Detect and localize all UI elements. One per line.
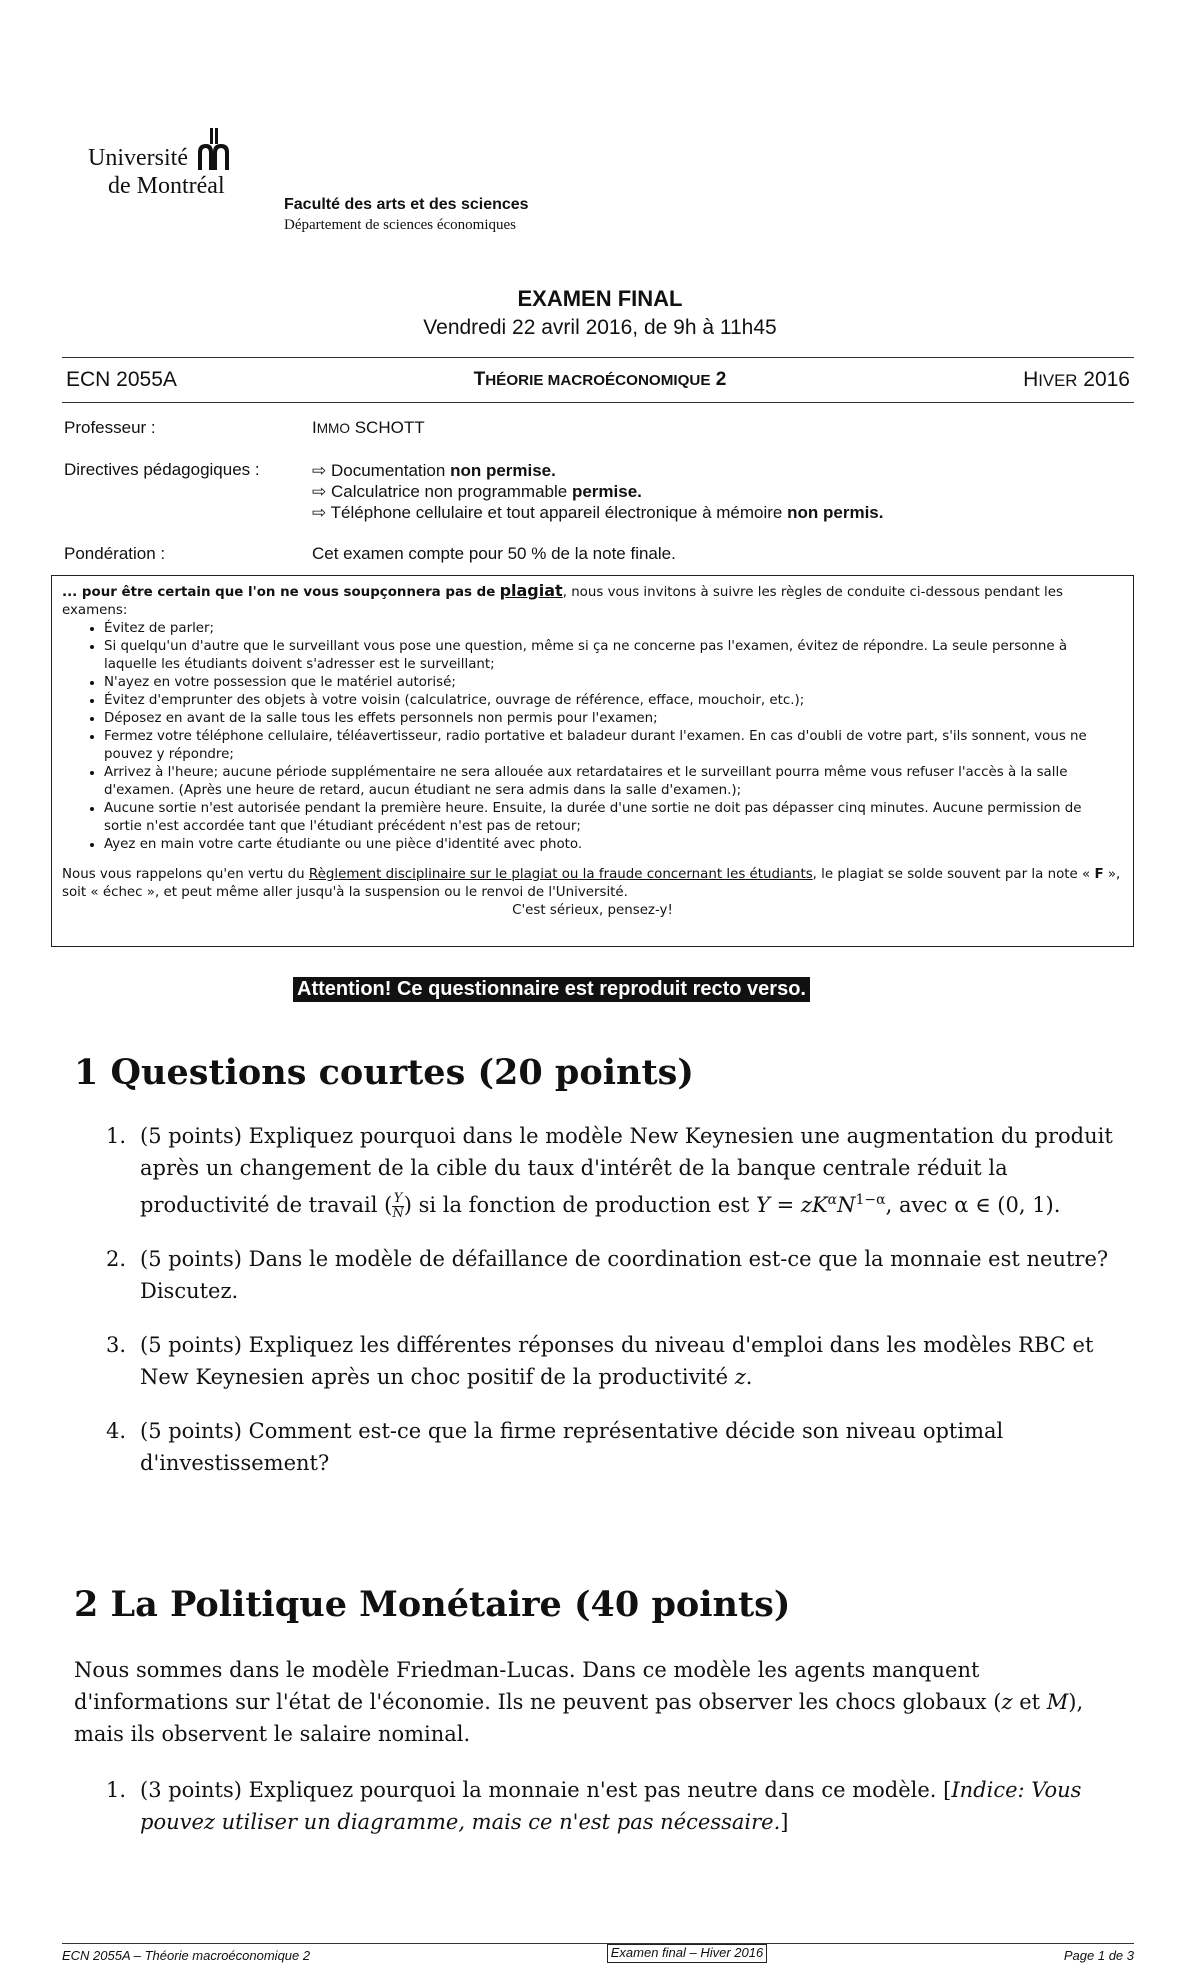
section-1-title: 1 Questions courtes (20 points) [74, 1052, 694, 1093]
course-code: ECN 2055A [66, 368, 177, 391]
question-text [140, 1120, 1116, 1221]
question-1-2 [106, 1243, 1116, 1307]
section-2-title: 2 La Politique Monétaire (40 points) [74, 1584, 791, 1625]
rule-item: • Aucune sortie n'est autorisée pendant la première heure. Ensuite, la durée d'une sortie ne doit pas dépasser cinq minutes. Aucune permission de sortie n'est accordée tant que l'étudiant précédent n'est pas de retour; [104, 800, 1123, 836]
question-1-3 [106, 1329, 1116, 1393]
ponderation-value: Cet examen compte pour 50 % de la note finale. [312, 544, 676, 563]
section-1-questions [106, 1120, 1116, 1501]
s2-q1-hint: Indice: Vous pouvez utiliser un diagramme, mais ce n'est pas nécessaire. [140, 1778, 1082, 1834]
directive-item [312, 481, 883, 502]
question-number: 1. [106, 1778, 127, 1802]
faculty-block [284, 196, 529, 234]
footer-course: ECN 2055A – Théorie macroéconomique 2 [62, 1948, 311, 1963]
ponderation-row [64, 544, 883, 564]
s2-q1-text-a: (3 points) Expliquez pourquoi la monnaie n'est pas neutre dans ce modèle. [ [140, 1778, 952, 1802]
professor-label: Professeur : [64, 418, 156, 437]
question-text [140, 1329, 1116, 1393]
directive-text: Téléphone cellulaire et tout appareil électronique à mémoire [330, 503, 783, 522]
rules-foot-pre: Nous vous rappelons qu'en vertu du [62, 867, 305, 882]
exam-info [64, 418, 883, 564]
rules-intro-bold: ... pour être certain que l'on ne vous soupçonnera pas de [62, 585, 496, 600]
exam-title: EXAMEN FINAL [517, 286, 683, 311]
professor-row [64, 418, 883, 460]
directive-text: Documentation [330, 461, 446, 480]
regulation-link[interactable]: Règlement disciplinaire sur le plagiat ou la fraude concernant les étudiants [308, 867, 813, 882]
prof-last-name: SCHOTT [354, 418, 425, 437]
directive-bold: non permis. [787, 503, 884, 522]
footer-exam: Examen final – Hiver 2016 [607, 1944, 767, 1963]
question-number: 1. [106, 1124, 127, 1148]
rule-item: • Si quelqu'un d'autre que le surveillant vous pose une question, même si ça ne concerne pas l'examen, évitez de répondre. La seule personne à laquelle les étudiants doivent s'adresser est le surveillant; [104, 638, 1123, 674]
course-name-initial: T [473, 369, 486, 390]
plagiat-word: plagiat [499, 581, 563, 600]
question-text: (5 points) Dans le modèle de défaillance de coordination est-ce que la monnaie est neutre? Discutez. [140, 1247, 1109, 1303]
directives-label: Directives pédagogiques : [64, 460, 260, 479]
s2-q1-text-b: ] [780, 1810, 789, 1834]
page-footer [62, 1943, 1134, 1963]
question-number: 2. [106, 1247, 127, 1271]
rule-item: • Évitez d'emprunter des objets à votre voisin (calculatrice, ouvrage de référence, efface, mouchoir, etc.); [104, 692, 1123, 710]
rules-intro [62, 582, 1123, 620]
course-name-number: 2 [715, 369, 727, 390]
q3-text-b: . [745, 1365, 753, 1389]
arrow-right-icon: ⇨ [312, 482, 327, 501]
rules-foot-mid: , le plagiat se solde souvent par la note « [812, 867, 1095, 882]
rules-intro-rest: , nous vous invitons à suivre les règles de conduite ci-dessous pendant les examens: [62, 585, 1063, 618]
footer-page-number: Page 1 de 3 [1063, 1948, 1134, 1963]
arrow-right-icon: ⇨ [312, 461, 327, 480]
var-z: z [1001, 1690, 1013, 1714]
production-function: Y = zK [756, 1193, 828, 1217]
q1-text-a: (5 points) Expliquez pourquoi dans le modèle New Keynesien une augmentation du produit après un changement de la cible du taux d'intérêt de la banque centrale réduit la productivité de travail ( [140, 1124, 1113, 1217]
rule-item: • Arrivez à l'heure; aucune période supplémentaire ne sera allouée aux retardataires et le surveillant pourra même vous refuser l'accès à la salle d'examen. (Après une heure de retard, aucun étudiant ne sera admis dans la salle d'examen.); [104, 764, 1123, 800]
course-term [1023, 368, 1134, 392]
rule-item: • Déposez en avant de la salle tous les effets personnels non permis pour l'examen; [104, 710, 1123, 728]
fraction-numerator: Y [393, 1191, 403, 1206]
s2-intro-a: Nous sommes dans le modèle Friedman-Lucas. Dans ce modèle les agents manquent d'informations sur l'état de l'économie. Ils ne peuvent pas observer les chocs globaux ( [74, 1658, 1002, 1714]
university-logo [88, 128, 232, 200]
attention-banner: Attention! Ce questionnaire est reproduit recto verso. [293, 977, 810, 1002]
fraction-denominator: N [392, 1206, 404, 1221]
arrow-right-icon: ⇨ [312, 503, 327, 522]
rule-item: • Évitez de parler; [104, 620, 1123, 638]
labor-var: N [837, 1193, 856, 1217]
exponent-alpha: α [827, 1192, 838, 1208]
q3-text-a: (5 points) Expliquez les différentes réponses du niveau d'emploi dans les modèles RBC et New Keynesien après un choc positif de la productivité [140, 1333, 1094, 1389]
term-initial: H [1023, 368, 1039, 391]
directive-item [312, 502, 883, 523]
rules-footer [62, 866, 1123, 902]
directive-text: Calculatrice non programmable [330, 482, 568, 501]
exponent-one-minus-alpha: 1−α [855, 1192, 886, 1208]
prof-first-rest: MMO [316, 421, 350, 436]
question-1-4 [106, 1415, 1116, 1479]
term-year: 2016 [1083, 368, 1130, 391]
directive-item [312, 460, 883, 481]
directives-row [64, 460, 883, 544]
question-text [140, 1774, 1116, 1838]
rules-closing: C'est sérieux, pensez-y! [512, 903, 673, 918]
question-text: (5 points) Comment est-ce que la firme représentative décide son niveau optimal d'investissement? [140, 1419, 1004, 1475]
udem-emblem-icon [196, 128, 232, 170]
section-2-intro [74, 1654, 1124, 1750]
question-number: 3. [106, 1333, 127, 1357]
faculty-name: Faculté des arts et des sciences [284, 196, 529, 213]
q1-text-b: ) si la fonction de production est [403, 1193, 757, 1217]
professor-name [312, 418, 425, 460]
department-name: Département de sciences économiques [284, 217, 516, 233]
directive-bold: non permise. [450, 461, 556, 480]
course-bar [62, 357, 1134, 403]
s2-intro-et: et [1012, 1690, 1047, 1714]
var-m: M [1046, 1690, 1069, 1714]
rules-foot-post: », soit « échec », et peut même aller jusqu'à la suspension ou le renvoi de l'Université. [62, 867, 1121, 900]
course-name-rest: HÉORIE MACROÉCONOMIQUE [485, 372, 711, 389]
plagiarism-rules-box [51, 575, 1134, 947]
prof-first-initial: I [312, 418, 317, 437]
directives-list [312, 460, 883, 544]
rule-item: • Ayez en main votre carte étudiante ou une pièce d'identité avec photo. [104, 836, 1123, 854]
ponderation-label: Pondération : [64, 544, 166, 563]
exam-datetime: Vendredi 22 avril 2016, de 9h à 11h45 [423, 316, 777, 339]
question-2-1 [106, 1774, 1116, 1838]
s2-intro-b: ), mais ils observent le salaire nominal. [74, 1690, 1084, 1746]
question-1-1 [106, 1120, 1116, 1221]
rules-list [62, 620, 1123, 854]
exam-heading [0, 286, 1200, 340]
question-number: 4. [106, 1419, 127, 1443]
fraction-y-over-n [392, 1192, 403, 1221]
university-name-line1: Université [88, 145, 188, 171]
var-z: z [734, 1365, 746, 1389]
q1-text-c: , avec α ∈ (0, 1). [885, 1193, 1061, 1217]
rule-item: • Fermez votre téléphone cellulaire, téléavertisseur, radio portative et baladeur durant l'examen. En cas d'oubli de votre part, s'ils sonnent, vous ne pouvez y répondre; [104, 728, 1123, 764]
section-2-questions [106, 1774, 1116, 1860]
rule-item: • N'ayez en votre possession que le matériel autorisé; [104, 674, 1123, 692]
directive-bold: permise. [571, 482, 642, 501]
term-rest: IVER [1038, 371, 1078, 390]
grade-f: F [1094, 867, 1104, 882]
course-name [474, 369, 727, 391]
university-name-line2: de Montréal [108, 173, 225, 199]
